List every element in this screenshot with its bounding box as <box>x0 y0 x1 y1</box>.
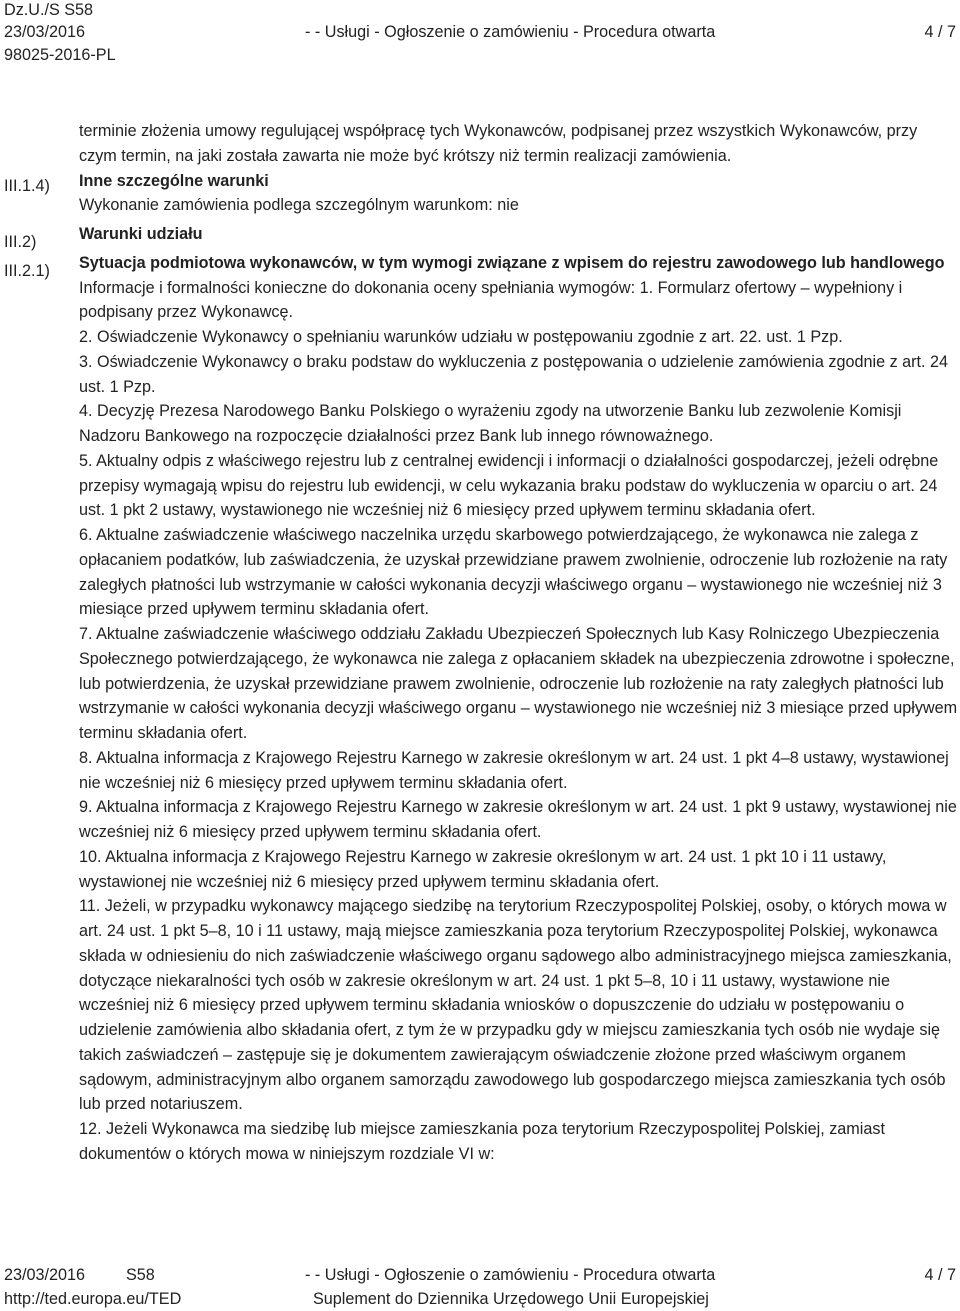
footer-date: 23/03/2016 <box>4 1266 86 1284</box>
footer-supplement: Suplement do Dziennika Urzędowego Unii Europejskiej <box>313 1290 709 1308</box>
requirement-item: 12. Jeżeli Wykonawca ma siedzibę lub miejsce zamieszkania poza terytorium Rzeczypospolitej Polskiej, zamiast dokumentów o których mowa w niniejszym rozdziale VI w: <box>79 1120 885 1163</box>
page-header <box>0 0 960 72</box>
other-conditions-heading: Inne szczególne warunki <box>79 171 269 190</box>
requirement-item: 4. Decyzję Prezesa Narodowego Banku Polskiego o wyrażeniu zgody na utworzenie Banku lub zezwolenie Komisji Nadzoru Bankowego na rozpoczęcie działalności przez Bank lub innego równoważnego. <box>79 402 902 445</box>
participation-heading: Warunki udziału <box>79 225 203 243</box>
header-date: 23/03/2016 <box>4 23 86 41</box>
footer-page-number: 4 / 7 <box>924 1266 956 1284</box>
requirement-item: 2. Oświadczenie Wykonawcy o spełnianiu warunków udziału w postępowaniu zgodnie z art. 22. ust. 1 Pzp. <box>79 328 843 346</box>
situation-heading: Sytuacja podmiotowa wykonawców, w tym wymogi związane z wpisem do rejestru zawodowego lub handlowego <box>79 253 945 272</box>
requirement-item: 6. Aktualne zaświadczenie właściwego naczelnika urzędu skarbowego potwierdzającego, że wykonawca nie zalega z opłacaniem podatków, lub zaświadczenia, że uzyskał przewidziane prawem zwolnienie, odroczenie lub rozłożenie na raty zaległych płatności lub wstrzymanie w całości wykonania decyzji właściwego organu – wystawionego nie wcześniej niż 3 miesiące przed upływem terminu składania ofert. <box>79 526 948 619</box>
requirement-item: 9. Aktualna informacja z Krajowego Rejestru Karnego w zakresie określonym w art. 24 ust. 1 pkt 9 ustawy, wystawionej nie wcześniej niż 6 miesięcy przed upływem terminu składania ofert. <box>79 798 957 841</box>
section-number-iii-1-4: III.1.4) <box>4 177 50 195</box>
footer-series: S58 <box>126 1266 155 1284</box>
requirement-item: 3. Oświadczenie Wykonawcy o braku podstaw do wykluczenia z postępowania o udzielenie zamówienia zgodnie z art. 24 ust. 1 Pzp. <box>79 352 949 396</box>
requirement-item: 8. Aktualna informacja z Krajowego Rejestru Karnego w zakresie określonym w art. 24 ust. 1 pkt 4–8 ustawy, wystawionej nie wcześniej niż 6 miesięcy przed upływem terminu składania ofert. <box>79 748 949 792</box>
requirement-item: 11. Jeżeli, w przypadku wykonawcy mającego siedzibę na terytorium Rzeczypospolitej Polskiej, osoby, o których mowa w art. 24 ust. 1 pkt 5–8, 10 i 11 ustawy, mają miejsce zamieszkania poza terytorium Rzeczypospolitej Polskiej, wykonawca składa w odniesieniu do nich zaświadczenie właściwego organu sądowego albo administracyjnego miejsca zamieszkania, dotyczące niekaralności tych osób w zakresie określonym w art. 24 ust. 1 pkt 5–8, 10 i 11 ustawy, wystawione nie wcześniej niż 6 miesięcy przed upływem terminu składania wniosków o dopuszczenie do udziału w postępowaniu o udzielenie zamówienia albo składania ofert, z tym że w przypadku gdy w miejscu zamieszkania tych osób nie wydaje się takich zaświadczeń – zastępuje się je dokumentem zawierającym oświadczenie złożone przed właściwym organem sądowym, administracyjnym albo organem samorządu zawodowego lub gospodarczego miejsca zamieszkania tych osób lub przed notariuszem. <box>79 897 952 1114</box>
intro-paragraph: terminie złożenia umowy regulującej współpracę tych Wykonawców, podpisanej przez wszystkich Wykonawców, przy czym termin, na jaki została zawarta nie może być krótszy niż termin realizacji zamówienia. <box>79 122 918 165</box>
notice-id: 98025-2016-PL <box>4 46 116 64</box>
header-page-number: 4 / 7 <box>924 23 956 41</box>
page-footer <box>0 1264 960 1311</box>
footer-title: - - Usługi - Ogłoszenie o zamówieniu - Procedura otwarta <box>305 1266 716 1284</box>
requirement-item: 7. Aktualne zaświadczenie właściwego oddziału Zakładu Ubezpieczeń Społecznych lub Kasy Rolniczego Ubezpieczenia Społecznego potwierdzającego, że wykonawca nie zalega z opłacaniem składek na ubezpieczenia zdrowotne i społeczne, lub potwierdzenia, że uzyskał przewidziane prawem zwolnienie, odroczenie lub rozłożenie na raty zaległych płatności lub wstrzymanie w całości wykonania decyzji właściwego organu – wystawionego nie wcześniej niż 3 miesiące przed upływem terminu składania ofert. <box>79 625 958 742</box>
requirement-item: 5. Aktualny odpis z właściwego rejestru lub z centralnej ewidencji i informacji o działalności gospodarczej, jeżeli odrębne przepisy wymagają wpisu do rejestru lub ewidencji, w celu wykazania braku podstaw do wykluczenia w oparciu o art. 24 ust. 1 pkt 2 ustawy, wystawionego nie wcześniej niż 6 miesięcy przed upływem terminu składania ofert. <box>79 451 939 520</box>
section-number-iii-2: III.2) <box>4 233 37 251</box>
requirement-item: 10. Aktualna informacja z Krajowego Rejestru Karnego w zakresie określonym w art. 24 ust. 1 pkt 10 i 11 ustawy, wystawionej nie wcześniej niż 6 miesięcy przed upływem terminu składania ofert. <box>79 847 887 891</box>
requirement-item: Informacje i formalności konieczne do dokonania oceny spełniania wymogów: 1. Formularz ofertowy – wypełniony i podpisany przez Wykonawcę. <box>79 278 903 322</box>
requirements-list <box>79 276 959 1167</box>
document-body <box>79 119 959 1167</box>
footer-url[interactable]: http://ted.europa.eu/TED <box>4 1290 182 1308</box>
section-number-iii-2-1: III.2.1) <box>4 262 50 280</box>
other-conditions-text: Wykonanie zamówienia podlega szczególnym warunkom: nie <box>79 196 519 215</box>
doc-ref: Dz.U./S S58 <box>4 1 94 19</box>
header-title: - - Usługi - Ogłoszenie o zamówieniu - Procedura otwarta <box>305 23 716 41</box>
